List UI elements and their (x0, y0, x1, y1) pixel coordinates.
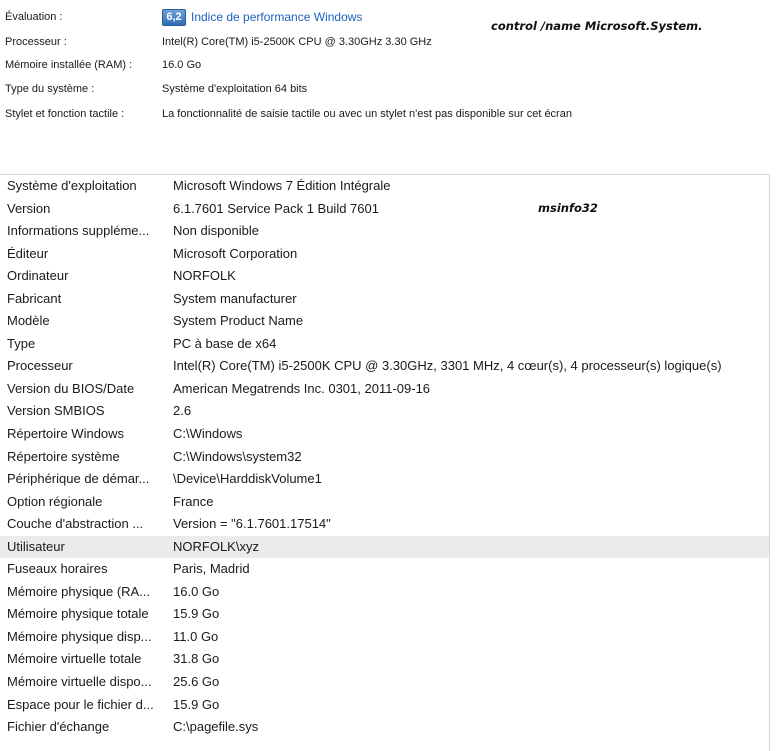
item-value: France (173, 493, 214, 509)
table-row[interactable] (0, 446, 769, 469)
item-name: Mémoire virtuelle dispo... (7, 674, 152, 690)
table-row[interactable] (0, 694, 769, 717)
item-value: Non disponible (173, 223, 260, 239)
table-row[interactable] (0, 333, 769, 356)
item-value: PC à base de x64 (173, 335, 277, 351)
item-name: Fabricant (7, 290, 62, 306)
item-name: Version du BIOS/Date (7, 380, 135, 396)
item-value: 11.0 Go (173, 628, 219, 644)
system-properties-panel (0, 0, 780, 150)
item-value: American Megatrends Inc. 0301, 2011-09-16 (173, 380, 431, 396)
item-name: Option régionale (7, 493, 103, 509)
item-value: 15.9 Go (173, 606, 220, 622)
item-name: Mémoire physique totale (7, 606, 149, 622)
item-value: 25.6 Go (173, 674, 220, 690)
table-row[interactable] (0, 288, 769, 311)
item-name: Mémoire physique disp... (7, 628, 152, 644)
item-name: Répertoire Windows (7, 426, 125, 442)
item-name: Informations suppléme... (7, 223, 150, 239)
table-row[interactable] (0, 648, 769, 671)
item-name: Mémoire virtuelle totale (7, 651, 142, 667)
item-name: Répertoire système (7, 448, 120, 464)
msinfo32-annotation: msinfo32 (538, 201, 598, 215)
processor-label: Processeur : (5, 36, 67, 48)
pen-touch-label: Stylet et fonction tactile : (5, 108, 125, 120)
table-row[interactable] (0, 581, 769, 604)
item-value: Version = "6.1.7601.17514" (173, 516, 331, 532)
item-value: 31.8 Go (173, 651, 220, 667)
table-row[interactable] (0, 243, 769, 266)
item-name: Processeur (7, 358, 73, 374)
table-row[interactable] (0, 716, 769, 739)
table-row[interactable] (0, 198, 769, 221)
item-value: Intel(R) Core(TM) i5-2500K CPU @ 3.30GHz, 3301 MHz, 4 cœur(s), 4 processeur(s) logique(s) (173, 358, 722, 374)
control-command-annotation: control /name Microsoft.System. (491, 19, 703, 33)
table-row[interactable] (0, 468, 769, 491)
system-type-value: Système d'exploitation 64 bits (162, 83, 308, 95)
table-row[interactable] (0, 513, 769, 536)
item-name: Version (7, 200, 51, 216)
performance-index-link[interactable]: Indice de performance Windows (191, 10, 363, 25)
item-value: C:\Windows (173, 426, 243, 442)
item-value: 15.9 Go (173, 696, 220, 712)
item-name: Espace pour le fichier d... (7, 696, 154, 712)
table-row[interactable] (0, 220, 769, 243)
item-value: System manufacturer (173, 290, 297, 306)
installed-memory-label: Mémoire installée (RAM) : (5, 59, 133, 71)
table-row[interactable] (0, 671, 769, 694)
item-name: Ordinateur (7, 268, 69, 284)
item-name: Fichier d'échange (7, 719, 110, 735)
item-value: System Product Name (173, 313, 304, 329)
table-row[interactable] (0, 355, 769, 378)
system-summary-list[interactable] (0, 174, 770, 751)
table-row[interactable] (0, 626, 769, 649)
table-row[interactable] (0, 378, 769, 401)
item-name: Système d'exploitation (7, 178, 137, 193)
item-name: Mémoire physique (RA... (7, 583, 151, 599)
item-name: Version SMBIOS (7, 403, 105, 419)
table-row[interactable] (0, 423, 769, 446)
item-name: Éditeur (7, 245, 49, 261)
item-value: Microsoft Corporation (173, 245, 298, 261)
performance-score-badge: 6,2 (162, 9, 186, 26)
item-name: Utilisateur (7, 538, 65, 554)
item-name: Type (7, 335, 36, 351)
item-value: 6.1.7601 Service Pack 1 Build 7601 (173, 200, 379, 216)
item-value: C:\pagefile.sys (173, 719, 259, 735)
table-row[interactable] (0, 310, 769, 333)
system-type-label: Type du système : (5, 83, 95, 95)
item-value: 16.0 Go (173, 583, 220, 599)
pen-touch-value: La fonctionnalité de saisie tactile ou avec un stylet n'est pas disponible sur cet écran (162, 108, 572, 120)
item-value: \Device\HarddiskVolume1 (173, 471, 322, 487)
item-name: Modèle (7, 313, 50, 329)
item-value: C:\Windows\system32 (173, 448, 302, 464)
table-row[interactable] (0, 491, 769, 514)
installed-memory-value: 16.0 Go (162, 59, 202, 71)
rating-value (162, 6, 362, 28)
system-summary-rows (0, 175, 769, 739)
table-row[interactable] (0, 603, 769, 626)
item-value: NORFOLK (173, 268, 236, 284)
item-value: 2.6 (173, 403, 192, 419)
table-row[interactable] (0, 265, 769, 288)
item-value: Microsoft Windows 7 Édition Intégrale (173, 178, 391, 193)
item-name: Couche d'abstraction ... (7, 516, 144, 532)
rating-label: Évaluation : (5, 11, 63, 23)
item-value: NORFOLK\xyz (173, 538, 259, 554)
item-value: Paris, Madrid (173, 561, 250, 577)
item-name: Périphérique de démar... (7, 471, 150, 487)
table-row[interactable] (0, 558, 769, 581)
table-row[interactable] (0, 400, 769, 423)
table-row[interactable] (0, 536, 769, 559)
item-name: Fuseaux horaires (7, 561, 108, 577)
processor-value: Intel(R) Core(TM) i5-2500K CPU @ 3.30GHz 3.30 GHz (162, 36, 432, 48)
table-row[interactable] (0, 175, 769, 198)
